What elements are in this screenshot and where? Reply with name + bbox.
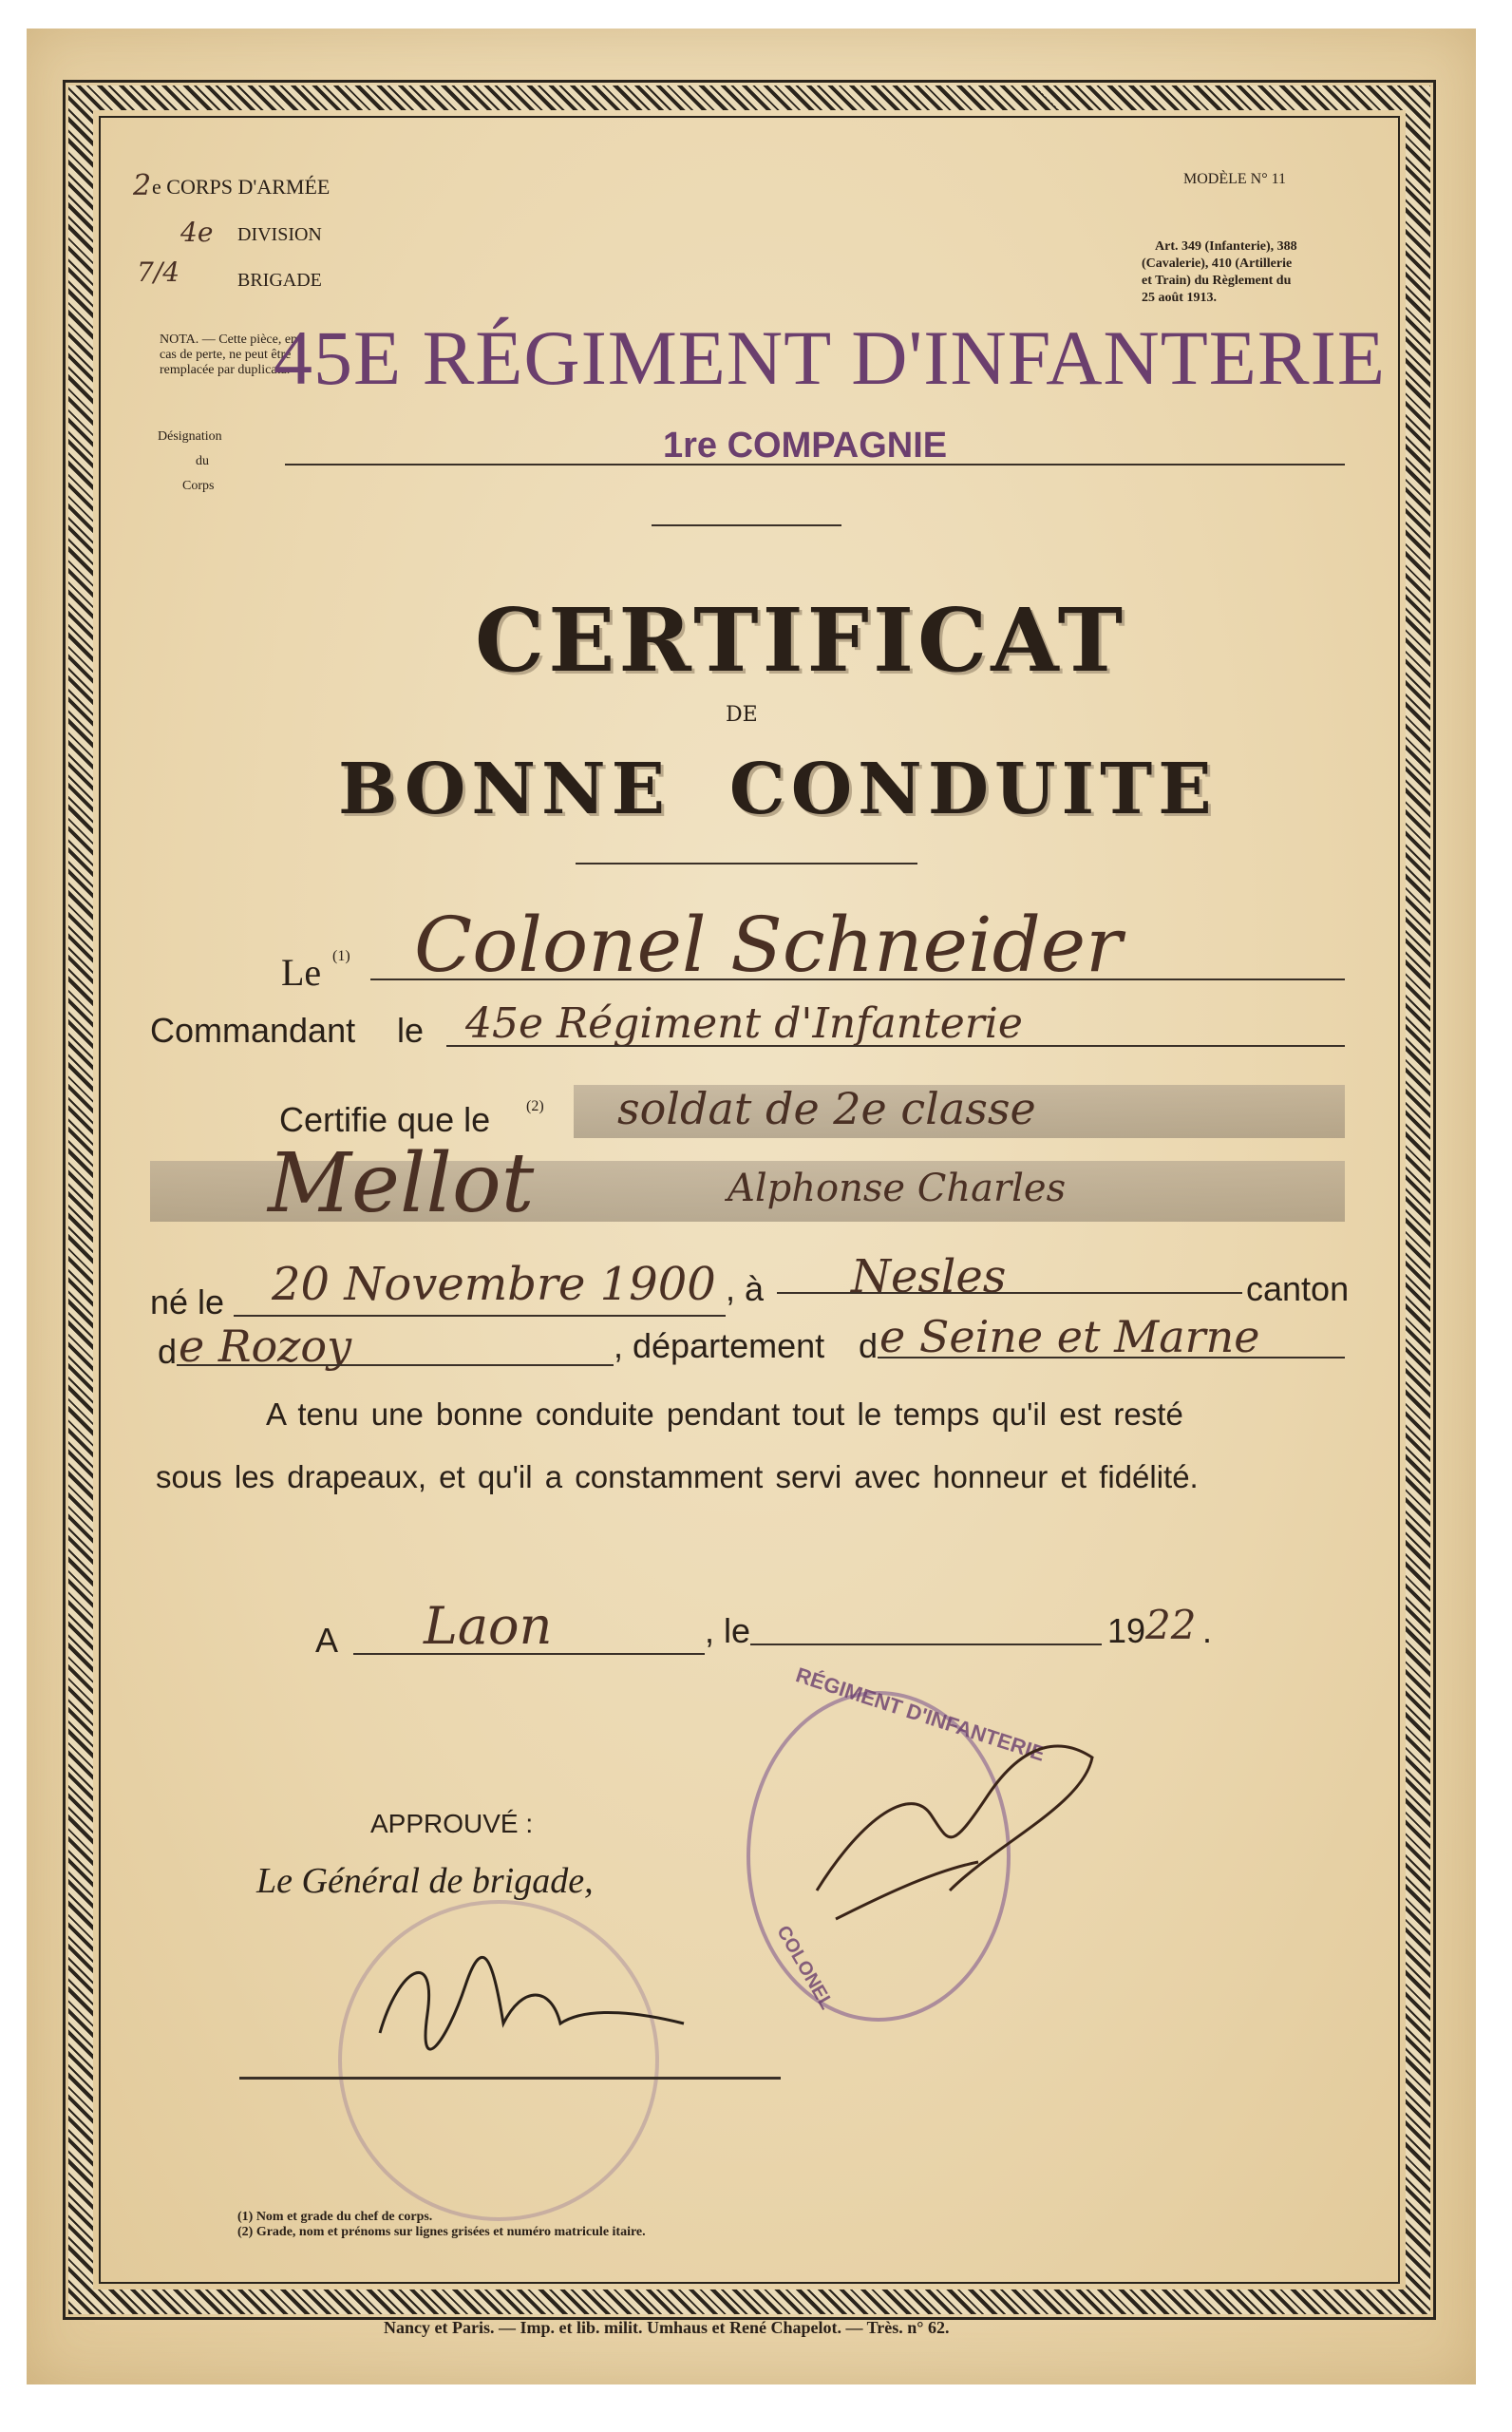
title-certificat: CERTIFICAT <box>475 589 1127 692</box>
articles-line-2: (Cavalerie), 410 (Artillerie <box>1142 256 1293 271</box>
officer-line <box>370 978 1345 980</box>
title-de: DE <box>726 703 758 727</box>
round-stamp-bottom: COLONEL <box>772 1922 838 2014</box>
general-signature-line <box>239 2077 781 2080</box>
designation-rule <box>285 464 1345 466</box>
place-a-label: A <box>315 1621 339 1660</box>
modele-label: MODÈLE N° 11 <box>1183 171 1287 187</box>
year-suffix: 22 <box>1145 1602 1197 1648</box>
conduct-text-line-2: sous les drapeaux, et qu'il a constamment servi avec honneur et fidélité. <box>156 1459 1199 1494</box>
officer-name: Colonel Schneider <box>414 901 1123 989</box>
conduct-text-line-1: A tenu une bonne conduite pendant tout le temps qu'il est resté <box>266 1396 1183 1432</box>
note2-marker: (2) <box>526 1098 544 1114</box>
birth-date-line <box>234 1315 726 1317</box>
unit-name: 45e Régiment d'Infanterie <box>465 999 1023 1048</box>
brigade-label: BRIGADE <box>237 270 322 291</box>
commandant-label: Commandant <box>150 1011 356 1050</box>
certifie-label: Certifie que le <box>279 1100 491 1139</box>
given-names-value: Alphonse Charles <box>728 1167 1067 1210</box>
ornament-rule-top <box>652 524 841 526</box>
surname-value: Mellot <box>268 1136 535 1231</box>
footnote-2: (2) Grade, nom et prénoms sur lignes grisées et numéro matricule itaire. <box>237 2225 646 2239</box>
place-line <box>353 1653 705 1655</box>
brigade-number: 7/4 <box>137 256 180 288</box>
articles-line-1: Art. 349 (Infanterie), 388 <box>1155 239 1297 254</box>
nota-line-3: remplacée par duplicata. <box>160 363 291 377</box>
birth-place-line <box>777 1292 1242 1294</box>
general-label: Le Général de brigade, <box>256 1861 594 1901</box>
nota-line-1: NOTA. — Cette pièce, en <box>160 332 298 347</box>
canton-line <box>177 1364 614 1366</box>
general-signature <box>361 1928 703 2080</box>
articles-line-3: et Train) du Règlement du <box>1142 274 1292 288</box>
le2-label: le <box>397 1011 425 1050</box>
le-label: Le <box>281 951 322 994</box>
department-value: e Seine et Marne <box>879 1311 1260 1362</box>
designation-label-3: Corps <box>182 479 215 493</box>
year-prefix: 19 <box>1107 1611 1146 1650</box>
designation-label-1: Désignation <box>158 429 222 444</box>
corps-label: e CORPS D'ARMÉE <box>152 175 331 199</box>
division-number: 4e <box>180 217 214 248</box>
colonel-signature <box>779 1700 1102 1986</box>
nota-line-2: cas de perte, ne peut être <box>160 348 292 362</box>
place-value: Laon <box>424 1596 553 1656</box>
date-le-label: , le <box>705 1611 751 1650</box>
ornament-rule-bottom <box>576 863 917 864</box>
date-line <box>750 1644 1102 1645</box>
ne-le-label: né le <box>150 1282 225 1321</box>
de-label: d <box>158 1332 178 1371</box>
articles-line-4: 25 août 1913. <box>1142 291 1217 305</box>
company-stamp: 1re COMPAGNIE <box>663 426 948 466</box>
designation-label-2: du <box>196 454 209 468</box>
title-bonne-conduite: BONNE CONDUITE <box>338 749 1218 830</box>
rank-value: soldat de 2e classe <box>617 1083 1036 1134</box>
approuve-label: APPROUVÉ : <box>370 1809 534 1838</box>
footnote-1: (1) Nom et grade du chef de corps. <box>237 2210 433 2224</box>
regiment-stamp: 45E RÉGIMENT D'INFANTERIE <box>274 314 1386 401</box>
departement-label: , département <box>614 1326 825 1365</box>
a-label: , à <box>726 1269 765 1308</box>
birth-place-value: Nesles <box>851 1250 1007 1303</box>
corps-number: 2 <box>133 169 152 202</box>
year-dot: . <box>1202 1611 1213 1650</box>
department-line <box>878 1357 1345 1358</box>
round-stamp-text: RÉGIMENT D'INFANTERIE <box>793 1662 1049 1766</box>
printer-line: Nancy et Paris. — Imp. et lib. milit. Umhaus et René Chapelot. — Très. n° 62. <box>384 2318 950 2337</box>
birth-date-value: 20 Novembre 1900 <box>272 1258 716 1311</box>
note1-marker: (1) <box>332 948 350 964</box>
division-label: DIVISION <box>237 224 322 245</box>
unit-line <box>446 1045 1345 1047</box>
de2-label: d <box>859 1326 879 1365</box>
canton-label: canton <box>1246 1269 1350 1308</box>
canton-value: e Rozoy <box>179 1320 352 1372</box>
